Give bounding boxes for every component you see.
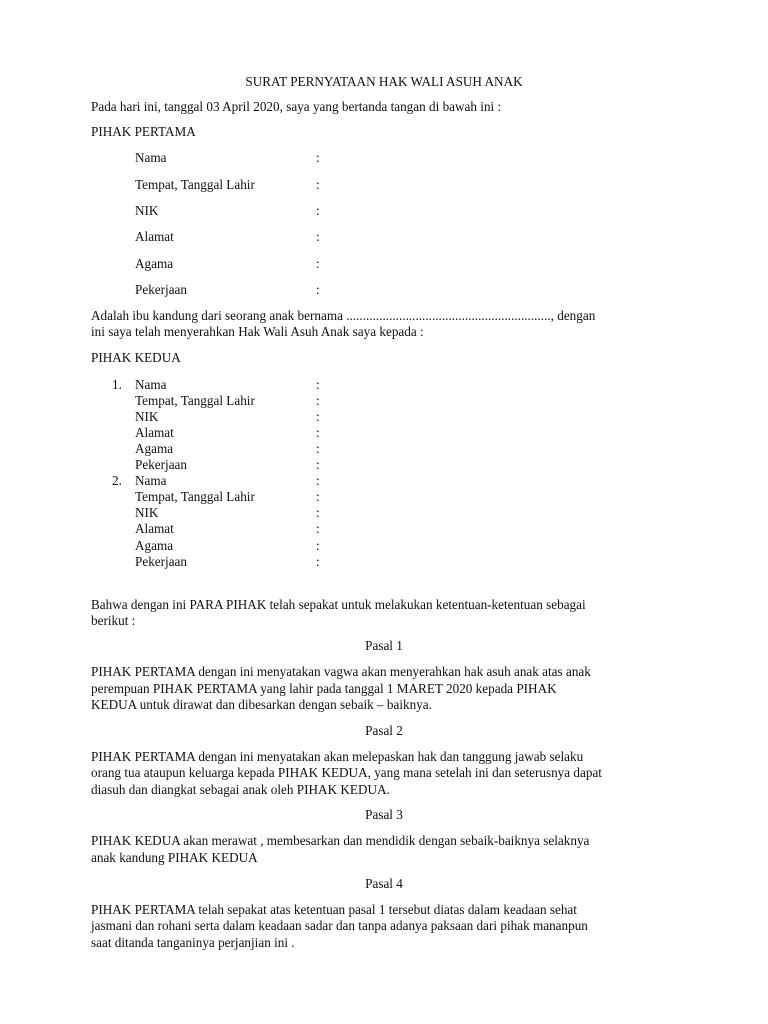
pasal-line: KEDUA untuk dirawat dan dibesarkan dengan sebaik – baiknya. [91, 697, 432, 712]
field-label: Nama [135, 150, 167, 165]
field-colon: : [316, 177, 320, 192]
field-colon: : [316, 409, 320, 424]
person-number: 1. [112, 377, 122, 392]
field-label: NIK [135, 203, 159, 218]
field-label: Tempat, Tanggal Lahir [135, 489, 255, 504]
field-label: Alamat [135, 425, 174, 440]
agreement-line: berikut : [91, 613, 136, 628]
field-colon: : [316, 425, 320, 440]
document-title: SURAT PERNYATAAN HAK WALI ASUH ANAK [245, 74, 523, 89]
field-colon: : [316, 203, 320, 218]
statement-line: Adalah ibu kandung dari seorang anak bernama .............................................................., dengan [91, 308, 596, 323]
pasal-title: Pasal 4 [365, 876, 403, 891]
field-colon: : [316, 282, 320, 297]
pihak-pertama-heading: PIHAK PERTAMA [91, 124, 196, 139]
field-colon: : [316, 505, 320, 520]
field-colon: : [316, 150, 320, 165]
pihak-kedua-heading: PIHAK KEDUA [91, 350, 181, 365]
pasal-title: Pasal 1 [365, 638, 403, 653]
field-colon: : [316, 538, 320, 553]
pasal-line: PIHAK PERTAMA dengan ini menyatakan vagwa akan menyerahkan hak asuh anak atas anak [91, 664, 591, 679]
pasal-line: perempuan PIHAK PERTAMA yang lahir pada tanggal 1 MARET 2020 kepada PIHAK [91, 681, 557, 696]
pasal-line: anak kandung PIHAK KEDUA [91, 850, 258, 865]
field-colon: : [316, 441, 320, 456]
field-colon: : [316, 393, 320, 408]
pasal-line: saat ditanda tanganinya perjanjian ini . [91, 935, 295, 950]
person-number: 2. [112, 473, 122, 488]
field-label: NIK [135, 409, 159, 424]
agreement-line: Bahwa dengan ini PARA PIHAK telah sepakat untuk melakukan ketentuan-ketentuan sebagai [91, 597, 586, 612]
field-label: Nama [135, 473, 167, 488]
field-colon: : [316, 489, 320, 504]
field-colon: : [316, 473, 320, 488]
field-label: Agama [135, 441, 174, 456]
intro-text: Pada hari ini, tanggal 03 April 2020, saya yang bertanda tangan di bawah ini : [91, 99, 502, 114]
field-label: Alamat [135, 521, 174, 536]
field-label: Agama [135, 538, 174, 553]
pasal-line: jasmani dan rohani serta dalam keadaan sadar dan tanpa adanya paksaan dari pihak mananpun [91, 918, 588, 933]
pasal-line: PIHAK KEDUA akan merawat , membesarkan dan mendidik dengan sebaik-baiknya selaknya [91, 833, 590, 848]
pasal-title: Pasal 2 [365, 723, 403, 738]
field-colon: : [316, 521, 320, 536]
statement-line: ini saya telah menyerahkan Hak Wali Asuh Anak saya kepada : [91, 324, 424, 339]
pasal-line: PIHAK PERTAMA dengan ini menyatakan akan melepaskan hak dan tanggung jawab selaku [91, 749, 584, 764]
field-label: Alamat [135, 229, 174, 244]
field-label: Nama [135, 377, 167, 392]
field-colon: : [316, 457, 320, 472]
field-label: Pekerjaan [135, 554, 187, 569]
field-label: Pekerjaan [135, 282, 187, 297]
field-label: Tempat, Tanggal Lahir [135, 177, 255, 192]
pasal-title: Pasal 3 [365, 807, 403, 822]
pasal-line: PIHAK PERTAMA telah sepakat atas ketentuan pasal 1 tersebut diatas dalam keadaan sehat [91, 902, 577, 917]
field-label: Agama [135, 256, 174, 271]
field-label: Pekerjaan [135, 457, 187, 472]
field-label: Tempat, Tanggal Lahir [135, 393, 255, 408]
field-colon: : [316, 256, 320, 271]
field-colon: : [316, 229, 320, 244]
field-colon: : [316, 554, 320, 569]
field-colon: : [316, 377, 320, 392]
field-label: NIK [135, 505, 159, 520]
pasal-line: diasuh dan diangkat sebagai anak oleh PIHAK KEDUA. [91, 782, 390, 797]
pasal-line: orang tua ataupun keluarga kepada PIHAK KEDUA, yang mana setelah ini dan seterusnya dapat [91, 765, 602, 780]
